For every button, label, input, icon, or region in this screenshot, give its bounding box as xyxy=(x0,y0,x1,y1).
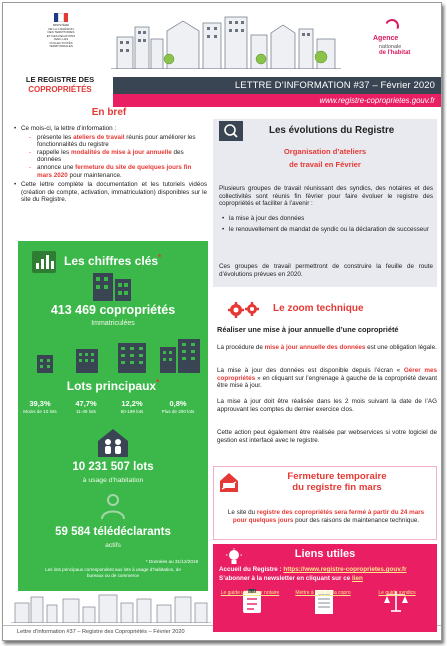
registre-title-line1: LE REGISTRE DES xyxy=(25,75,95,84)
footer-text: Lettre d’information #37 – Registre des Copropriétés – Février 2020 xyxy=(17,629,185,635)
newsletter-page xyxy=(2,2,442,641)
lettre-title-bar: LETTRE D’INFORMATION #37 – Février 2020 xyxy=(113,77,442,94)
ministry-line: AVEC LES xyxy=(53,37,69,41)
zoom-header xyxy=(213,301,437,321)
marianne-logo xyxy=(39,13,83,65)
medium-building-icon xyxy=(74,345,100,373)
zoom-paragraph: Cette action peut également être réalisée par webservices si votre logiciel de gestion est interfacé avec le registre. xyxy=(217,429,437,444)
en-bref-text xyxy=(17,125,207,204)
en-bref-second: • Cette lettre complète la documentation et les tutoriels vidéos (création de compte, activation, immatriculation) disponibles sur le site du Registre. xyxy=(17,181,207,204)
anah-nationale: nationale xyxy=(379,44,402,50)
data-date-note: * Données au 31/12/2019 xyxy=(145,559,198,564)
guide-notaire-link[interactable]: Le guide utilisateur notaire xyxy=(220,590,280,596)
building-icon xyxy=(91,269,133,301)
evolutions-subtitle: Organisation d’ateliers de travail en Février xyxy=(283,147,367,169)
evolutions-paragraph: Plusieurs groupes de travail réunissant des syndics, des notaires et des collectivités sont réunis fin février pour faire évoluer le registre des copropriétés et faciliter à l’avenir : xyxy=(219,185,433,208)
bucket-label: Moins de 10 lots xyxy=(23,409,57,414)
copro-count-sub: Immatriculées xyxy=(91,320,135,327)
ministry-line: TERRITORIALES xyxy=(49,44,73,48)
list-item: - annonce une fermeture du site de quelques jours fin mars 2020 pour maintenance. xyxy=(27,164,207,179)
anah-agence: Agence xyxy=(373,35,399,42)
gears-icon xyxy=(227,301,261,319)
lots-definition-note: Les lots principaux correspondent aux lots à usage d’habitation, de bureaux ou de commerce xyxy=(45,567,181,578)
anah-logo xyxy=(363,25,433,65)
evolutions-conclusion: Ces groupes de travail permettront de construire la feuille de route d’évolutions prévues en 2020. xyxy=(219,263,433,278)
search-icon xyxy=(219,121,243,141)
zoom-paragraph: La mise à jour des données est disponible depuis l’écran « Gérer mes copropriétés » en cliquant sur l’engrenage à gauche de la copropriété devant être mise à jour. xyxy=(217,367,437,390)
ministry-line: DES TERRITOIRES xyxy=(47,30,75,34)
list-item: • la mise à jour des données xyxy=(222,215,305,222)
chiffres-cles-title: Les chiffres clés* xyxy=(64,253,162,268)
bucket-pct: 47,7% xyxy=(75,399,97,408)
ministry-line: DE LA COHÉSION xyxy=(48,26,74,31)
bar-chart-icon xyxy=(32,251,56,273)
fermeture-box xyxy=(213,466,437,540)
anah-habitat: de l'habitat xyxy=(379,50,411,56)
newsletter-line: S’abonner à la newsletter en cliquant sur ce lien xyxy=(219,575,363,582)
accueil-link[interactable]: https://www.registre-coproprietes.gouv.fr xyxy=(283,566,407,573)
family-house-icon xyxy=(96,427,130,457)
ministry-line: ET DES RELATIONS xyxy=(46,33,76,38)
ministry-line: MINISTÈRE xyxy=(52,23,70,27)
zoom-subtitle: Réaliser une mise à jour annuelle d’une copropriété xyxy=(217,325,399,334)
french-flag-icon xyxy=(54,13,68,22)
bucket-pct: 0,8% xyxy=(169,399,187,408)
bucket-label: 11-49 lots xyxy=(76,409,96,414)
bucket-label: Plus de 200 lots xyxy=(161,409,195,414)
zoom-paragraph: La procédure de mise à jour annuelle des données est une obligation légale. xyxy=(217,344,437,351)
fermeture-title: Fermeture temporaire du registre fin mars xyxy=(287,471,387,493)
registre-title xyxy=(11,75,109,94)
liens-utiles-title: Liens utiles xyxy=(294,548,356,560)
guide-copro-link[interactable]: Mettre à l’ère de la copro xyxy=(295,590,351,596)
tower-building-icon xyxy=(158,337,202,373)
evolutions-title: Les évolutions du Registre xyxy=(269,125,395,136)
en-bref-title: En bref xyxy=(91,107,127,118)
liens-utiles-box xyxy=(213,544,437,632)
zoom-title: Le zoom technique xyxy=(273,303,364,314)
bucket-pct: 39,3% xyxy=(29,399,51,408)
zoom-paragraph: La mise à jour doit être réalisée dans les 2 mois suivant la date de l’AG approuvant les comptes du dernier exercice clos. xyxy=(217,398,437,413)
en-bref-intro: • Ce mois-ci, la lettre d’information : xyxy=(17,125,207,133)
newsletter-link[interactable]: lien xyxy=(351,575,363,582)
large-building-icon xyxy=(116,341,148,373)
bucket-pct: 12,2% xyxy=(121,399,143,408)
small-building-icon xyxy=(34,349,56,373)
chiffres-cles-panel xyxy=(18,241,208,591)
evolutions-list xyxy=(219,215,433,233)
city-skyline-illustration xyxy=(111,9,341,69)
list-item: - rappelle les modalités de mise à jour annuelle des données xyxy=(27,149,207,164)
evolutions-box xyxy=(213,119,437,287)
list-item: • le renouvellement de mandat de syndic ou la déclaration de successeur xyxy=(222,225,429,233)
closed-house-icon xyxy=(218,471,240,493)
bottom-skyline-illustration xyxy=(11,593,211,623)
teledeclarants-count: 59 584 télédéclarants xyxy=(55,526,171,538)
registre-title-line2: COPROPRIÉTÉS xyxy=(28,84,92,94)
teledeclarants-sub: actifs xyxy=(105,542,121,549)
ministry-line: COLLECTIVITÉS xyxy=(49,40,73,45)
guide-syndics-link[interactable]: Le guide syndics xyxy=(378,590,416,596)
users-icon xyxy=(98,493,128,519)
site-url-link[interactable]: www.registre-coproprietes.gouv.fr xyxy=(113,94,442,107)
accueil-line: Accueil du Registre : https://www.registre-coproprietes.gouv.fr xyxy=(219,566,407,573)
en-bref-list xyxy=(17,134,207,180)
lots-count-sub: à usage d'habitation xyxy=(82,477,144,484)
fermeture-paragraph: Le site du registre des copropriétés sera fermé à partir du 24 mars pour quelques jours pour des raisons de maintenance technique. xyxy=(227,509,425,524)
evolutions-header xyxy=(213,119,437,139)
copro-count: 413 469 copropriétés xyxy=(50,303,176,317)
list-item: - présente les ateliers de travail réunis pour améliorer les fonctionnalités du registre xyxy=(27,134,207,149)
anah-swoosh-icon xyxy=(383,17,401,35)
lots-principaux-title: Lots principaux* xyxy=(66,378,160,393)
lots-count: 10 231 507 lots xyxy=(72,461,154,473)
bucket-label: 50-199 lots xyxy=(120,409,144,414)
